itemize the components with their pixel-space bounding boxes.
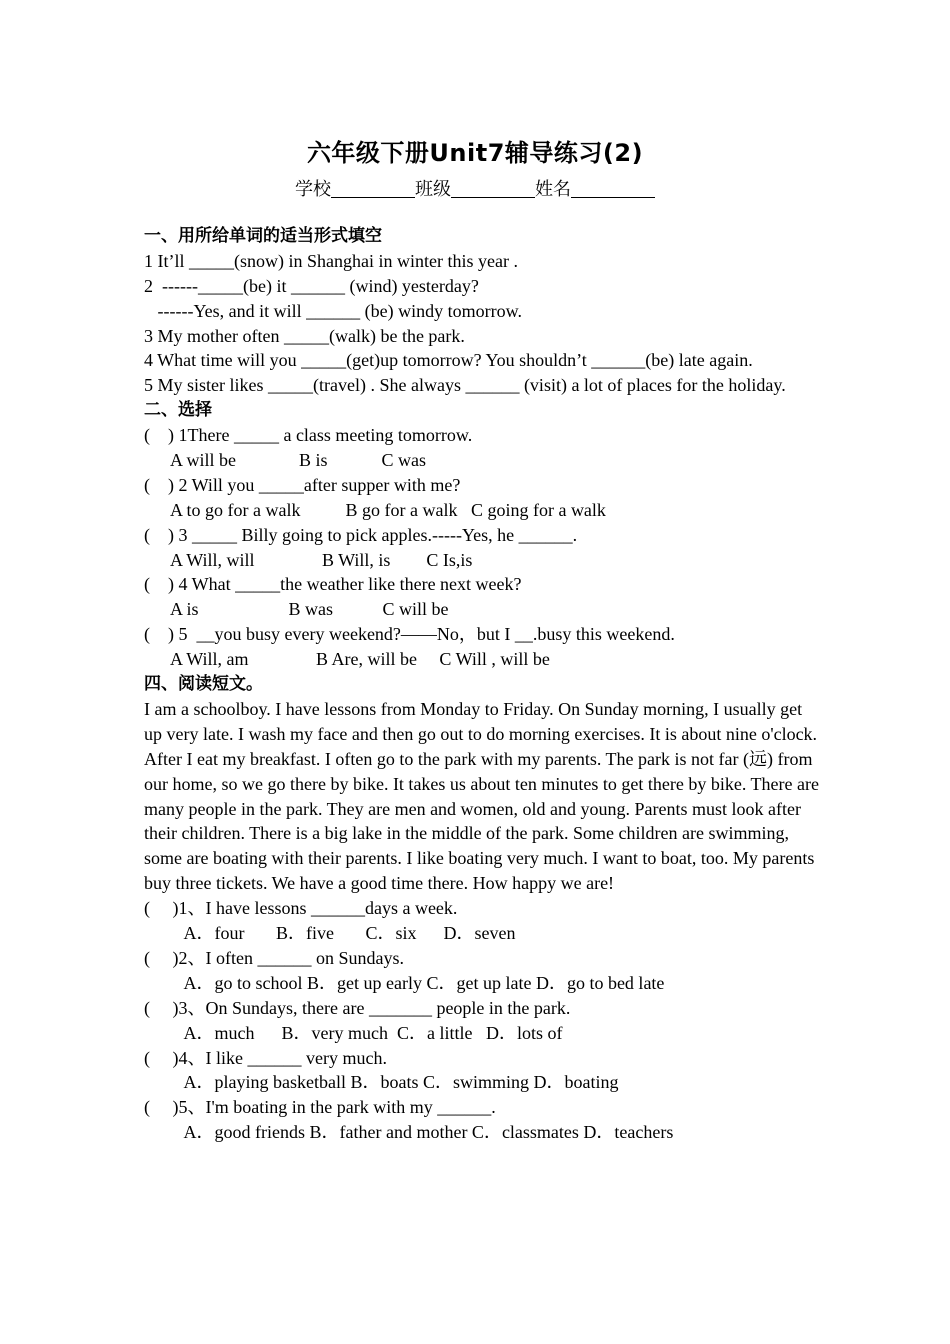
- reading-options: A．good friends B．father and mother C．classmates D．teachers: [144, 1122, 674, 1143]
- choice-question: ( ) 5 __you busy every weekend?——No，but I __.busy this weekend.: [144, 624, 675, 645]
- section1-item: 2 ------_____(be) it ______ (wind) yesterday?: [144, 275, 479, 296]
- class-label: 班级: [415, 179, 451, 199]
- section1-item: 5 My sister likes _____(travel) . She always ______ (visit) a lot of places for the holiday.: [144, 375, 786, 396]
- section1-item: 3 My mother often _____(walk) be the park.: [144, 325, 465, 346]
- choice-options: A Will, will B Will, is C Is,is: [144, 549, 473, 570]
- reading-question: ( )1、I have lessons ______days a week.: [144, 898, 458, 919]
- section2-heading: 二、选择: [144, 400, 212, 421]
- section4-heading: 四、阅读短文。: [144, 674, 263, 695]
- choice-question: ( ) 4 What _____the weather like there next week?: [144, 574, 522, 595]
- section1-item: ------Yes, and it will ______ (be) windy tomorrow.: [144, 300, 522, 321]
- worksheet-content: [144, 224, 824, 1145]
- reading-question: ( )4、I like ______ very much.: [144, 1047, 387, 1068]
- reading-passage: I am a schoolboy. I have lessons from Monday to Friday. On Sunday morning, I usually get up very late. I wash my face and then go out to do morning exercises. It is about nine o'clock. After I eat my breakfast. I often go to the park with my parents. The park is not far (远) from our home, so we go there by bike. It takes us about ten minutes to get there by bike. There are many people in the park. They are men and women, old and young. Parents must look after their children. There is a big lake in the middle of the park. Some children are swimming, some are boating with their parents. I like boating very much. I want to boat, too. My parents buy three tickets. We have a good time there. How happy we are!: [144, 698, 819, 894]
- school-label: 学校: [295, 179, 331, 199]
- name-label: 姓名: [535, 179, 571, 199]
- choice-options: A to go for a walk B go for a walk C going for a walk: [144, 499, 606, 520]
- reading-options: A．go to school B．get up early C．get up late D．go to bed late: [144, 972, 665, 993]
- name-blank[interactable]: [571, 179, 655, 198]
- reading-question: ( )3、On Sundays, there are _______ people in the park.: [144, 997, 571, 1018]
- choice-options: A is B was C will be: [144, 599, 449, 620]
- section1-item: 4 What time will you _____(get)up tomorrow? You shouldn’t ______(be) late again.: [144, 350, 753, 371]
- reading-question: ( )5、I'm boating in the park with my ______.: [144, 1097, 496, 1118]
- student-info-line: [0, 175, 950, 201]
- choice-options: A will be B is C was: [144, 450, 427, 471]
- choice-options: A Will, am B Are, will be C Will , will be: [144, 649, 550, 670]
- reading-options: A．much B．very much C．a little D．lots of: [144, 1022, 563, 1043]
- reading-question: ( )2、I often ______ on Sundays.: [144, 947, 404, 968]
- school-blank[interactable]: [331, 179, 415, 198]
- choice-question: ( ) 1There _____ a class meeting tomorrow.: [144, 425, 473, 446]
- reading-options: A．playing basketball B．boats C．swimming D．boating: [144, 1072, 619, 1093]
- reading-options: A．four B．five C．six D．seven: [144, 923, 516, 944]
- choice-question: ( ) 2 Will you _____after supper with me?: [144, 474, 461, 495]
- section1-heading: 一、用所给单词的适当形式填空: [144, 226, 382, 246]
- choice-question: ( ) 3 _____ Billy going to pick apples.-----Yes, he ______.: [144, 524, 578, 545]
- class-blank[interactable]: [451, 179, 535, 198]
- section1-item: 1 It’ll _____(snow) in Shanghai in winter this year .: [144, 250, 518, 271]
- page-title: 六年级下册Unit7辅导练习(2): [306, 139, 644, 167]
